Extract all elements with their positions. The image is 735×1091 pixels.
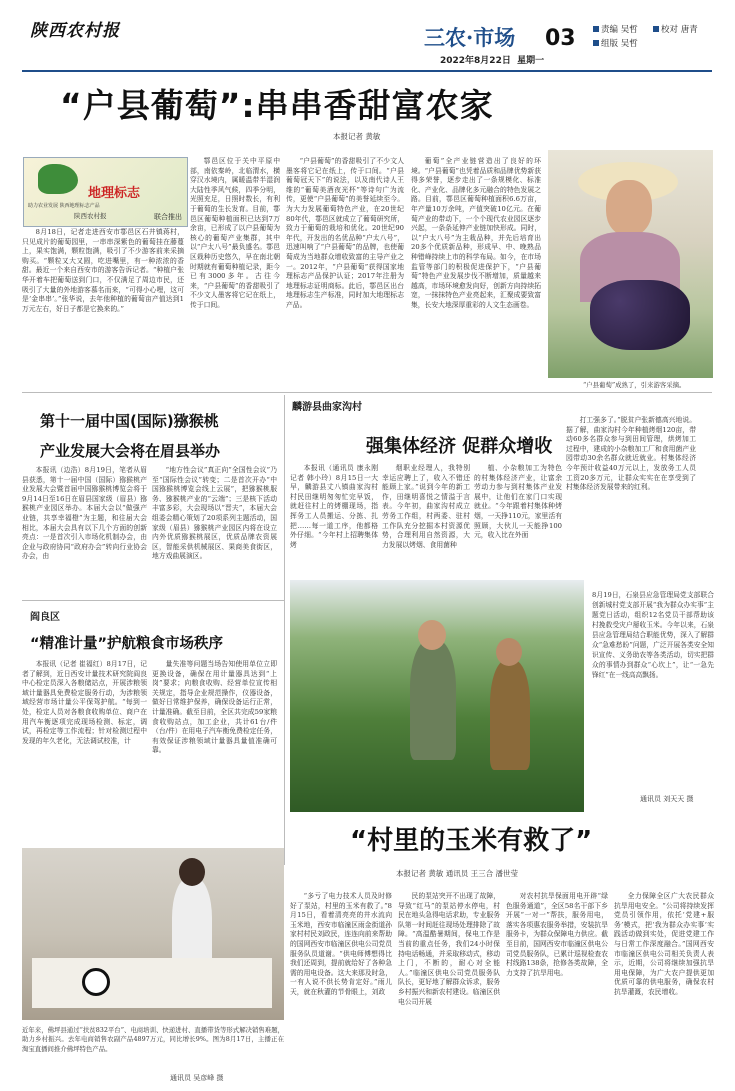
yanliang-title: “精准计量”护航粮食市场秩序 <box>30 636 224 652</box>
editor-2: 校对 唐青 <box>653 23 698 35</box>
kiwi-title-2: 产业发展大会将在眉县举办 <box>40 442 221 460</box>
corn-col-4: 全力保障全区广大农民群众抗旱用电安全。“公司将持续发挥党员引领作用，依托‘党建+服务’模式，把‘我为群众办实事’实践活动做到实处，促进党建工作与日常工作深度融合。”国网西安市临潼区供电公司相关负责人表示，近期，公司将继续加强抗旱用电保障，为广大农户提供更加优质可靠的供电服务，确保农村抗旱灌溉，农民增收。 <box>614 892 714 996</box>
grape-bunch <box>590 280 690 350</box>
village-col-1: 本报讯（通讯员 康永刚 记者 韩小玲）8月15日一大早，麟游县丈八镇曲家沟村村民田继明匆匆忙完早饭，就赶往村上的烤棚现场，指挥务工人员搬运、分拣、扎把……每一道工序，他都格外仔细。“今年村上招聘集体烤 <box>290 464 378 549</box>
square-icon <box>653 26 659 32</box>
side-text: 8月19日，石泉县应急管理局党支部联合创新城村党支部开展“我为群众办实事”主题党日活动，组织12名党员干部帮助该村挽救受灾户掰收玉米。今年以来，石泉县应急管理局结合职能优势，深入了解群众“急难愁盼”问题，广泛开展各类安全知识宣传、义务助农等各类活动，切实把群众的事情办到群众“心坎上”，让“一急先锋红”在一线高高飘扬。 <box>592 591 714 679</box>
square-icon <box>593 40 599 46</box>
ecommerce-caption: 近年来，佛坪县通过“扶贫832平台”、电商培训、快递进村、直播带货等形式解决销售难题，助力乡村振兴。去年电商销售农副产品4897万元，同比增长9%。图为8月17日，主播正在淘宝直播间推介佛坪特色产品。 <box>22 1026 284 1053</box>
editor-1: 责编 吴哲 <box>593 23 638 35</box>
paper-logo: 陕西农村报 <box>30 21 120 41</box>
lead-photo <box>548 150 713 378</box>
rule-v1 <box>284 395 285 865</box>
page-number: 03 <box>545 26 576 51</box>
village-col-4: 打工强多了。”脱贫户张新德高兴地说。据了解，曲家沟村今年种植烤烟120亩，带动60多名群众参与到田间管理，烘烤加工过程中，建成的小杂粮加工厂和食用菌产业园带动30余名群众就近就业。村集体经济今年预计收益40万元以上，发放务工人员工资20多万元，让群众实实在在享受到了村集体经济发展带来的红利。 <box>566 416 696 492</box>
kiwi-col-2: “地方性会议”真正向“全国性会议”乃至“国际性会议”转变；二是首次开办“中国猕猴桃博览会线上云展”，把猕猴桃服务、猕猴桃产业的“云端”；三是核下活动丰富多彩，大会现场以“晋夫”，本届大会组委会精心策划了20项系列主题活动，国家级（眉县）猕猴桃产业园区内将在设立内外优质猕猴桃展区，优质品牌农资展区，智能采供机械展区、果商美食街区，地方戏曲展演区。 <box>152 466 277 561</box>
masthead <box>0 0 735 80</box>
village-kicker: 麟游县曲家沟村 <box>292 402 362 413</box>
ecommerce-photo <box>22 848 284 1020</box>
lead-photo-caption: “户县葡萄”成熟了，引来游客采摘。 <box>583 381 686 389</box>
badge-sub: 助力农业发展 陕西地理标志产品 <box>28 203 100 209</box>
panda-toy <box>82 968 110 996</box>
worker-1-head <box>418 620 446 650</box>
host-head <box>179 858 205 886</box>
corn-col-3: 对农村抗旱保面用电开辟“绿色服务通道”，全区58名干部下乡开展“一对一”帮扶，服务用电，落实各项惠农服务举措，安装抗旱服务卡，为群众保障电力供应。截至目前，国网西安市临潼区供电公司党员服务队，已累计巡视检查农村线路138条，抢修各类故障，全力支持了抗旱用电。 <box>506 892 608 977</box>
kiwi-col-1: 本报讯（边浩）8月19日，笔者从眉县获悉，第十一届中国（国际）猕猴桃产业发展大会暨首届中国猕猴桃博览会将于9月14日至16日在眉县国家级（眉县）猕猴桃产业园区举办。本届大会以“做强产业链，共享幸福橙”为主题，和往届大会相比，本届大会具有以下几个方面的创新亮点：一是首次引入市场化机制办会，由企业与政府协同“政府办会”转向行业协会办会，由 <box>22 466 147 561</box>
village-col-3: 植、小杂粮加工为特色的村集体经济产业，让富余劳动力参与到村集体产业发展中，让他们在家门口实现就业。“今年跟着村集体种烤烟，一天挣110元，家里活有照顾，大伙儿一天能挣100元，收入比在外面 <box>474 464 562 540</box>
masthead-rule <box>22 70 712 72</box>
lead-byline: 本报记者 黄敏 <box>333 132 381 141</box>
corn-col-1: “多亏了电力技术人员及时修好了泵站，村里的玉米有救了。”8月15日，看着清亮亮的井水流向玉米地，西安市临潼区雨金街道孙家村村民刘政民，连连向前来帮助的国网西安市临潼区供电公司党员服务队员道谢。“供电师傅想得比我们还周到，提前就给好了各种急需的用电设备。这大来那及时急，一有人说不供长势肯定好。”雨儿天，就在秋灌的节骨眼上，刘政 <box>290 892 392 996</box>
lead-col-1: 8月18日，记者走进西安市鄠邑区石井镇蒋村，只见成片的葡萄园里，一串串深紫色的葡萄挂在藤蔓上，果实饱满，颗粒饱满，吸引了不少游客前来采摘购买。“颗粒又大又圆，吃进嘴里，有一种浓浓的香甜。最近一个来自西安市的游客告诉记者。“种植户张华开着车把葡萄送到门口，不仅满足了周边市民，还吸引了大量的外地游客慕名而来，“可得小心哩，这可是‘金串串’。”张华说，去年他种植的葡萄亩产值达到1万元左右，好日子都是它换来的。” <box>22 228 184 313</box>
lead-col-2: 鄠邑区位于关中平原中部，南依秦岭，北临渭水，横穿汉水境内，属暖温带半湿润大陆性季风气候，四季分明，光照充足，日照时数长，有利于葡萄的生长发育。目前，鄠邑区葡萄种植面积已达到7万余亩，已形成了以户县葡萄为核心的葡萄产业集群，其中以“户太八号”最负盛名。鄠邑区栽种历史悠久，早在南北朝时期就有葡萄种植记录，距今已有3000多年。古往今来，“户县葡萄”的香甜吸引了不少文人墨客将它记在纸上，传于口间。 <box>190 157 280 309</box>
badge-joint: 联合推出 <box>154 213 182 221</box>
products-table <box>32 958 272 1008</box>
rule-2 <box>22 600 284 601</box>
village-col-2: 烟职业经理人，我特别幸运应聘上了，收入不错还能顾上家。”说到今年的新工作，田继明喜悦之情溢于言表。今年初，曲家沟村成立劳务工作组，村两委、驻村工作队充分挖掘本村资源优势，合理利用自然资源，大力发展以烤烟、食用菌种 <box>382 464 470 549</box>
kiwi-title-1: 第十一届中国(国际)猕猴桃 <box>40 412 219 430</box>
rule-1 <box>22 392 712 393</box>
corn-byline: 本报记者 黄敏 通讯员 王三合 潘世莹 <box>396 869 519 878</box>
lead-col-3: “户县葡萄”的香甜吸引了不少文人墨客将它记在纸上，传于口间。“户县葡萄冠天下”的说法，以及南代诗人王维的“葡萄美酒夜光杯”等诗句广为流传，更使“户县葡萄”的美誉延续至今。为大力发展葡萄特色产业，在20世纪80年代，鄠邑区就成立了葡萄研究所，致力于葡萄的栽培和优化。20世纪90年代，开发出的名优品种“户太八号”，迅速叫响了“户县葡萄”的品牌，也使葡萄成为当地群众增收致富的主导产业之一。2012年，“户县葡萄”获得国家地理标志产品保护认证；2017年注册为地理标志证明商标。此后，鄠邑区出台地理标志生产标准，同时加大地理标志产品。 <box>286 157 404 309</box>
badge-org: 陕西农村报 <box>74 212 107 220</box>
yanliang-col-1: 本报讯（记者 崔福红）8月17日，记者了解到，近日西安计量技术研究院阎良中心检定员深入各粮储站点，开展涉粮领域计量器具免费检定服务行动，为涉粮领域经营市场计量公平保驾护航。“每到一处，检定人员对各粮食收购单位、商户在用汽车衡逐项完成现场检测、标定，调试，再检定等工作流程；针对检测过程中发现的年久老化，无法调试校准，计 <box>22 660 147 745</box>
ecommerce-credit: 通讯员 吴彦峰 摄 <box>170 1074 224 1082</box>
date-line: 2022年8月22日 星期一 <box>440 56 545 66</box>
side-credit: 通讯员 刘天天 摄 <box>640 795 694 803</box>
map-icon <box>38 164 78 194</box>
worker-1 <box>410 640 456 760</box>
corn-col-2: 民的泵站突开不出现了故障，导致“红马”的泵站停水停电，村民在地头急得电话求助，专业服务队第一时间赶往现场处理排除了故障。“高温酷暑期间，保电工作是当前的重点任务，我们24小时保持电话畅通，并采取移动式，移动上门，不断的，耐心对全能人。”临潼区供电公司党员服务队队长，更好地了解群众诉求，服务乡村振兴和新农村建设。临潼区供电公司开展 <box>398 892 500 1006</box>
worker-2-head <box>496 638 522 666</box>
square-icon <box>593 26 599 32</box>
geo-badge <box>23 157 188 227</box>
lead-col-4: 葡萄”全产业链营造出了良好的环境。“户县葡萄”也凭着品质和品牌优势新获得多荣誉，逐步走出了一条规模化、标准化、产业化、品牌化多元融合的特色发展之路。目前，鄠邑区葡萄种植面积6.6万亩，年产量10万余吨，产值突破10亿元。在葡萄产业的带动下，一个个现代农业园区逐步兴起，一条条延伸产业链加快形成。同时，以“户太八号”为主栽品种，并先后培育出20多个优质新品种，形成早、中、晚熟品种错峰持续上市的科学布局。如今，在市场监管等部门的积极促进保护下，“户县葡萄”特色产业发展步伐不断增加，质量越来越高，市场环境愈发向好，创新方向持续拓宽，一抹抹特色产业亮起来，汇聚成要致富集，长安大地深厚重彩的人文生态画卷。 <box>411 157 541 309</box>
corn-photo <box>290 580 584 812</box>
yanliang-kicker: 阎良区 <box>30 612 60 623</box>
person-face <box>606 180 652 236</box>
corn-title: “村里的玉米有救了” <box>350 826 593 856</box>
section-title: 三农·市场 <box>424 25 516 50</box>
yanliang-col-2: 量失准等问题当场告知使用单位立即更换设备，确保在用计量器具达到“上岗”要求；向粮食收购、经营单位宣传相关规定，指导企业规范操作，仪器设备，做好日常维护保养，确保设备运行正常，计量准确。截至目前，全区共完成59家粮食收购站点，加工企业，共计61台/件（台/件）在用电子汽车衡免费检定任务，有效保证涉粮领域计量器具量值准确可靠。 <box>152 660 277 755</box>
lead-title: “户县葡萄”:串串香甜富农家 <box>60 86 494 125</box>
editor-3: 组版 吴哲 <box>593 37 638 49</box>
badge-title: 地理标志 <box>88 186 141 201</box>
village-title: 强集体经济 促群众增收 <box>366 436 553 457</box>
worker-2 <box>490 660 530 770</box>
